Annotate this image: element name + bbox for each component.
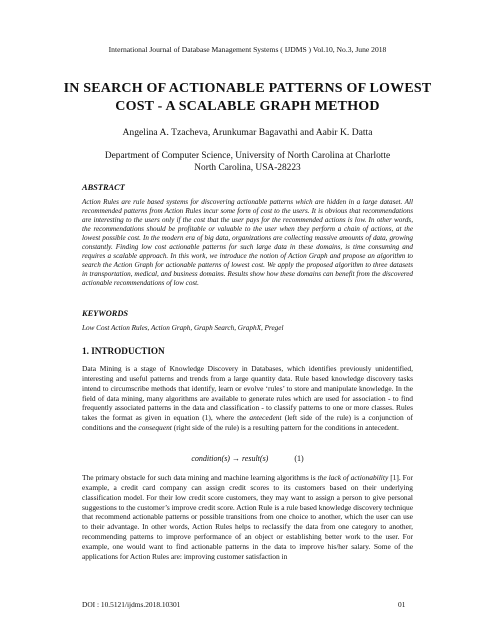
intro-p2-text-b: [1]. For example, a credit card company can assign credit scores to its customers based on their underlying classification model. For their low credit score customers, they may want to assign a person to give personal suggestions to the customer’s improve credit score. Action Rule is a rule based knowledge discovery technique that recommend actionable patterns or possible transitions from one choice to another, which the user can use to their advantage. In other words, Action Rules helps to reclassify the data from one category to another, recommending patterns to improve performance of an object or establishing better work to the user. For example, one would want to find actionable patterns in the data to improve his/her salary. Some of the applications for Action Rules are: improving customer satisfaction in bbox=[82, 473, 413, 561]
title-line-1: IN SEARCH OF ACTIONABLE PATTERNS OF LOWEST bbox=[63, 81, 432, 96]
intro-paragraph-2 bbox=[82, 473, 413, 562]
footer-doi: DOI : 10.5121/ijdms.2018.10301 bbox=[82, 600, 181, 609]
author-list: Angelina A. Tzacheva, Arunkumar Bagavathi and Aabir K. Datta bbox=[122, 127, 373, 138]
intro-p1-text-b: (left side of the rule) is a conjunction of conditions and the bbox=[82, 413, 413, 433]
page-number: 01 bbox=[398, 600, 406, 609]
keywords-text: Low Cost Action Rules, Action Graph, Graph Search, GraphX, Pregel bbox=[82, 324, 284, 332]
intro-p2-text-a: The primary obstacle for such data mining and machine learning algorithms is bbox=[82, 473, 318, 482]
affiliation-line-1: Department of Computer Science, University of North Carolina at Charlotte bbox=[104, 151, 391, 161]
consequent-term: consequent bbox=[138, 423, 172, 433]
antecedent-term: antecedent bbox=[249, 413, 282, 423]
intro-p1-text-a: Data Mining is a stage of Knowledge Discovery in Databases, which identifies previously unidentified, interesting and useful patterns and trends from a large quantity data. Rule based knowledge discovery tasks intend to circumscribe methods that identify, learn or evolve ‘rules’ to store and manipulate knowledge. In the field of data mining, many algorithms are available to generate rules which are used for association - to find frequently associated patterns in the data and classification - to classify patterns to one or more classes. Rules takes the format as given in equation (1), where the bbox=[82, 364, 413, 423]
affiliation-line-2: North Carolina, USA-28223 bbox=[194, 163, 301, 173]
journal-header: International Journal of Database Management Systems ( IJDMS ) Vol.10, No.3, June 2018 bbox=[108, 45, 387, 54]
affiliation bbox=[0, 150, 495, 174]
equation-number: (1) bbox=[294, 454, 304, 463]
abstract-heading: ABSTRACT bbox=[82, 183, 125, 192]
lack-of-actionability-term: the lack of actionability bbox=[317, 473, 389, 482]
intro-p1-text-c: (right side of the rule) is a resulting pattern for the conditions in antecedent. bbox=[171, 423, 399, 433]
equation-formula: condition(s) → result(s) bbox=[191, 454, 269, 463]
introduction-heading: 1. INTRODUCTION bbox=[82, 346, 165, 356]
keywords-heading: KEYWORDS bbox=[82, 309, 129, 318]
paper-title bbox=[60, 80, 435, 116]
intro-paragraph-1 bbox=[82, 364, 413, 433]
title-line-2: COST - A SCALABLE GRAPH METHOD bbox=[115, 99, 380, 114]
abstract-text: Action Rules are rule based systems for discovering actionable patterns which are hidden in a large dataset. All recommended patterns from Action Rules incur some form of cost to the users. It is obvious that recommendations are interesting to the users only if the cost that the user pays for the recommended actions is low. In other words, the recommendations should be profitable or valuable to the user when they perform a chain of actions, at the lowest possible cost. In the modern era of big data, organizations are collecting massive amounts of data, growing constantly. Finding low cost actionable patterns for such large data in these domains, is time consuming and requires a scalable approach. In this work, we introduce the notion of Action Graph and propose an algorithm to search the Action Graph for actionable patterns of lowest cost. We apply the proposed algorithm to three datasets in transportation, medical, and business domains. Results show how these domains can benefit from the discovered actionable recommendations of low cost. bbox=[82, 198, 413, 287]
equation-1 bbox=[0, 454, 495, 463]
